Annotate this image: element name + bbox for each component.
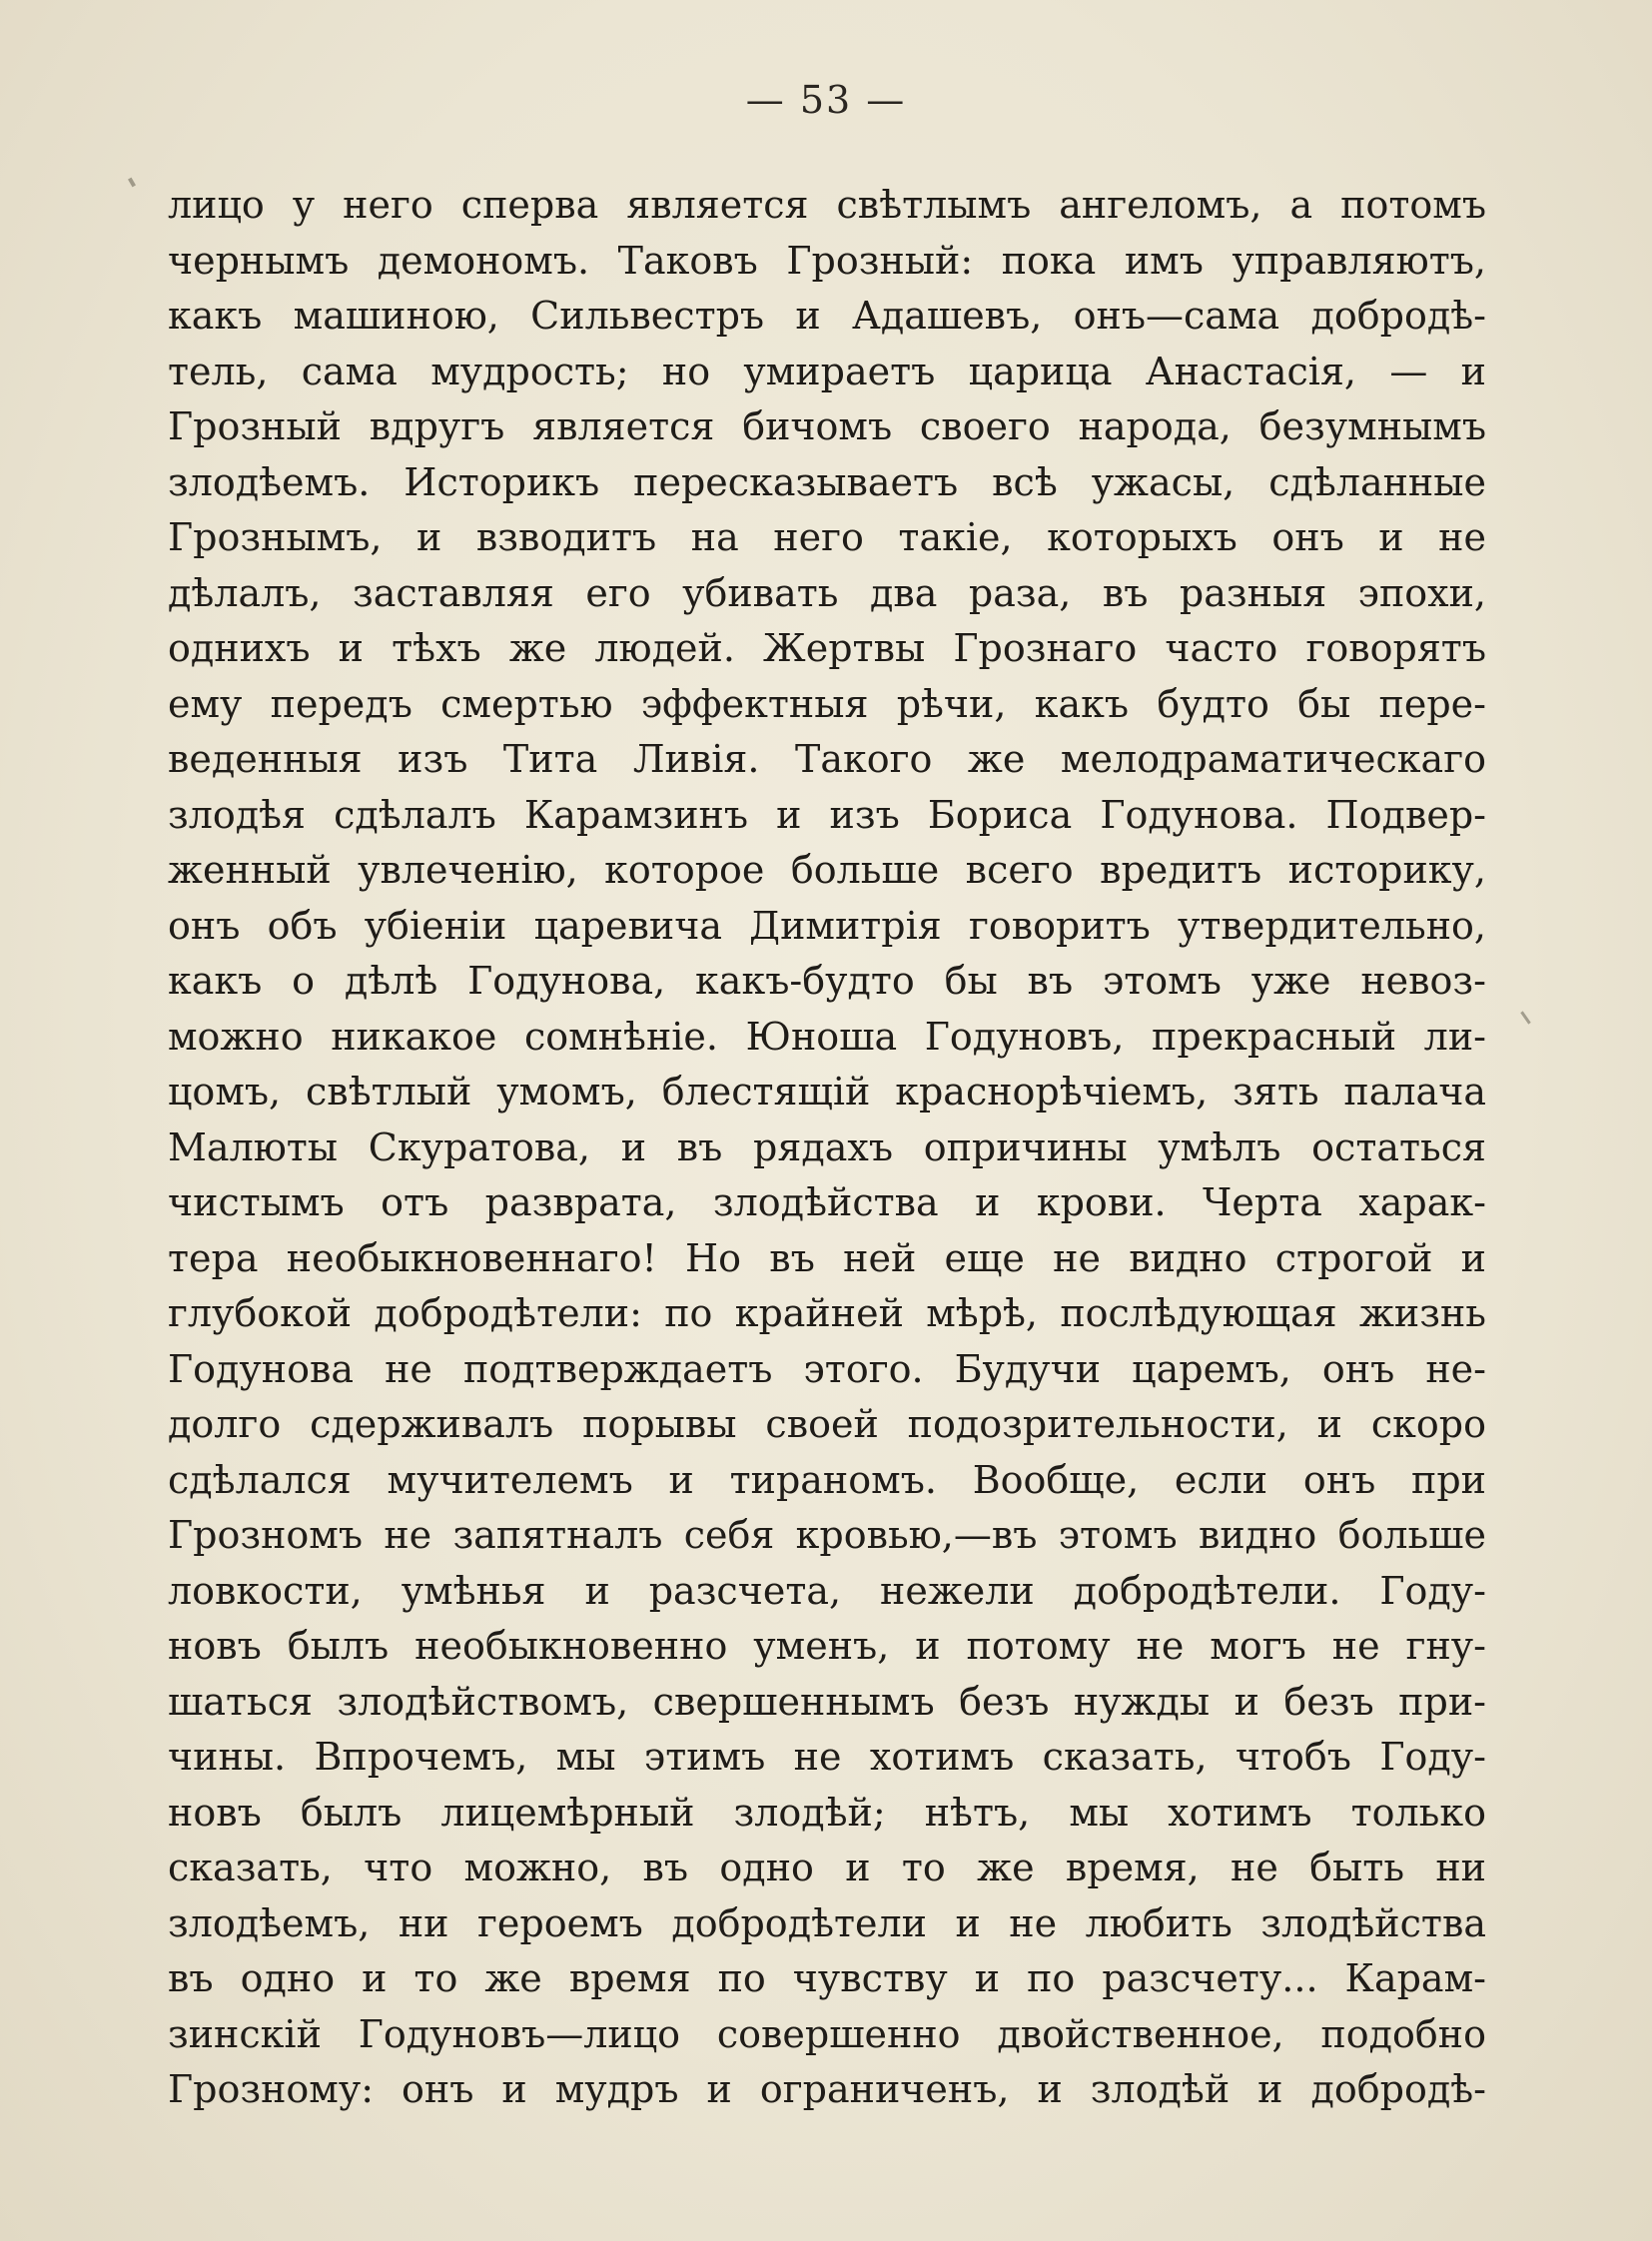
text-line: долго сдерживалъ порывы своей подозрительности, и скоро: [168, 1402, 1486, 1446]
text-line: Грозномъ не запятналъ себя кровью,—въ этомъ видно больше: [168, 1513, 1486, 1557]
text-line: цомъ, свѣтлый умомъ, блестящій краснорѣчіемъ, зять палача: [168, 1070, 1486, 1114]
text-line: чернымъ демономъ. Таковъ Грозный: пока имъ управляютъ,: [168, 238, 1486, 283]
text-line: однихъ и тѣхъ же людей. Жертвы Грознаго часто говорятъ: [168, 626, 1486, 670]
text-line: тель, сама мудрость; но умираетъ царица Анастасія, — и: [168, 349, 1486, 393]
text-line: ему передъ смертью эффектныя рѣчи, какъ будто бы пере-: [168, 681, 1486, 726]
text-line: Грозный вдругъ является бичомъ своего народа, безумнымъ: [168, 404, 1486, 448]
text-line: дѣлалъ, заставляя его убивать два раза, въ разныя эпохи,: [168, 570, 1486, 615]
text-line: онъ объ убіеніи царевича Димитрія говоритъ утвердительно,: [168, 903, 1486, 948]
text-line: можно никакое сомнѣніе. Юноша Годуновъ, прекрасный ли-: [168, 1014, 1486, 1059]
text-line: злодѣемъ, ни героемъ добродѣтели и не любить злодѣйства: [168, 1900, 1486, 1945]
text-line: Малюты Скуратова, и въ рядахъ опричины умѣлъ остаться: [168, 1124, 1486, 1169]
text-line: новъ былъ лицемѣрный злодѣй; нѣтъ, мы хотимъ только: [168, 1790, 1486, 1835]
text-line: чины. Впрочемъ, мы этимъ не хотимъ сказать, чтобъ Году-: [168, 1735, 1486, 1779]
text-line: злодѣя сдѣлалъ Карамзинъ и изъ Бориса Годунова. Подвер-: [168, 792, 1486, 837]
text-line: чистымъ отъ разврата, злодѣйства и крови. Черта харак-: [168, 1180, 1486, 1224]
text-line: злодѣемъ. Историкъ пересказываетъ всѣ ужасы, сдѣланные: [168, 459, 1486, 504]
text-line: Годунова не подтверждаетъ этого. Будучи царемъ, онъ не-: [168, 1346, 1486, 1391]
text-line: какъ о дѣлѣ Годунова, какъ-будто бы въ этомъ уже невоз-: [168, 959, 1486, 1003]
page-number: — 53 —: [745, 78, 907, 122]
text-line: глубокой добродѣтели: по крайней мѣрѣ, послѣдующая жизнь: [168, 1291, 1486, 1335]
text-line: женный увлеченію, которое больше всего вредитъ историку,: [168, 848, 1486, 892]
text-line: сказать, что можно, въ одно и то же время, не быть ни: [168, 1846, 1486, 1889]
text-line: шаться злодѣйствомъ, свершеннымъ безъ нужды и безъ при-: [168, 1679, 1486, 1724]
text-line: сдѣлался мучителемъ и тираномъ. Вообще, если онъ при: [168, 1457, 1486, 1502]
text-line: новъ былъ необыкновенно уменъ, и потому не могъ не гну-: [168, 1624, 1486, 1668]
text-line: веденныя изъ Тита Ливія. Такого же мелодраматическаго: [168, 737, 1486, 781]
scan-speck: [1520, 1011, 1530, 1024]
text-line: Грозному: онъ и мудръ и ограниченъ, и злодѣй и добродѣ-: [168, 2067, 1486, 2111]
text-line: Грознымъ, и взводитъ на него такіе, которыхъ онъ и не: [168, 515, 1486, 559]
text-line: лицо у него сперва является свѣтлымъ ангеломъ, а потомъ: [168, 183, 1486, 227]
text-line: въ одно и то же время по чувству и по разсчету... Карам-: [168, 1956, 1486, 2000]
text-line: зинскій Годуновъ—лицо совершенно двойственное, подобно: [168, 2011, 1486, 2056]
text-line: тера необыкновеннаго! Но въ ней еще не видно строгой и: [168, 1235, 1486, 1280]
body-text: [168, 178, 1486, 2118]
text-line: какъ машиною, Сильвестръ и Адашевъ, онъ—сама добродѣ-: [168, 294, 1486, 338]
scan-speck: [128, 178, 136, 188]
text-line: ловкости, умѣнья и разсчета, нежели добродѣтели. Году-: [168, 1568, 1486, 1613]
